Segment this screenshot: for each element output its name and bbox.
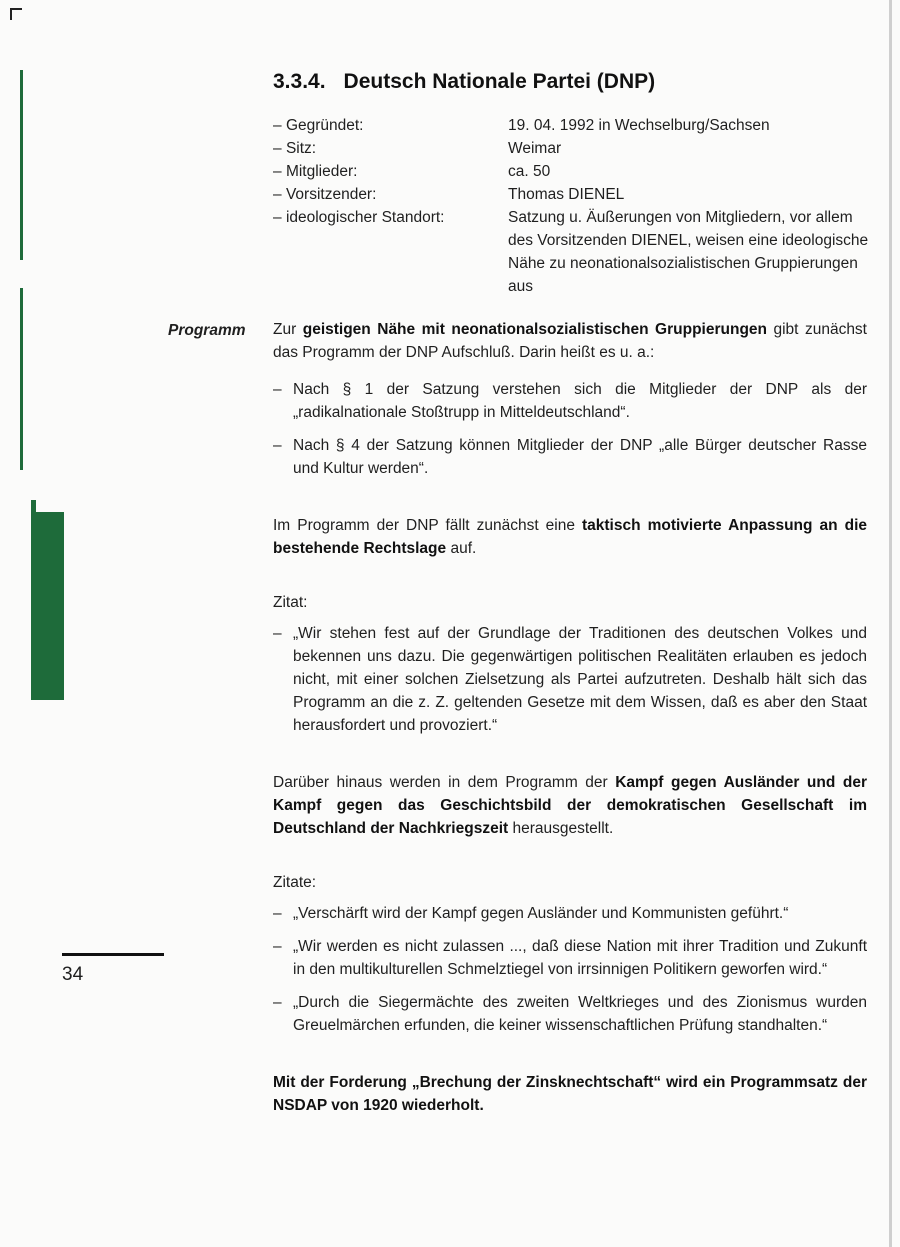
zitate-list xyxy=(273,902,867,1037)
fact-value: ca. 50 xyxy=(508,163,551,180)
section-heading xyxy=(273,70,655,94)
kampf-paragraph: Darüber hinaus werden in dem Programm der Kampf gegen Ausländer und der Kampf gegen das Geschichtsbild der demokratischen Gesellschaft im Deutschland der Nachkriegszeit herausgestellt. xyxy=(273,774,867,837)
zitate-label: Zitate: xyxy=(273,874,317,891)
page-number: 34 xyxy=(62,964,84,985)
fact-row xyxy=(273,137,873,160)
quote-item: – „Wir werden es nicht zulassen ..., daß diese Nation mit ihrer Tradition und Zukunft in den multikulturellen Schmelztiegel von irrsinnigen Politikern geworfen wird.“ xyxy=(273,935,867,981)
body-text xyxy=(273,318,867,1117)
fact-row xyxy=(273,183,873,206)
fact-label: – ideologischer Standort: xyxy=(273,209,445,226)
section-number: 3.3.4. xyxy=(273,70,326,93)
margin-label: Programm xyxy=(168,322,246,339)
fact-label: – Mitglieder: xyxy=(273,163,358,180)
fact-label: – Sitz: xyxy=(273,140,317,157)
list-item: – Nach § 1 der Satzung verstehen sich die Mitglieder der DNP als der „radikalnationale Stoßtrupp in Mitteldeutschland“. xyxy=(273,378,867,424)
fact-row xyxy=(273,160,873,183)
margin-marker xyxy=(36,512,64,700)
fact-label: – Gegründet: xyxy=(273,117,364,134)
fact-value: Thomas DIENEL xyxy=(508,186,625,203)
crop-mark xyxy=(10,8,12,20)
fact-value: Weimar xyxy=(508,140,562,157)
margin-marker xyxy=(20,288,23,470)
conclusion-paragraph: Mit der Forderung „Brechung der Zinsknechtschaft“ wird ein Programmsatz der NSDAP von 1920 wiederholt. xyxy=(273,1074,867,1114)
quote-item: – „Wir stehen fest auf der Grundlage der Traditionen des deutschen Volkes und bekennen uns dazu. Die gegenwärtigen politischen Realitäten erlauben es jedoch nicht, mit einer solchen Zielsetzung als Partei aufzutreten. Deshalb hält sich das Programm an die z. Z. geltenden Gesetze mit dem Wissen, daß es aber den Staat herausfordert und provoziert.“ xyxy=(273,622,867,737)
fact-row xyxy=(273,114,873,137)
list-item: – Nach § 4 der Satzung können Mitglieder der DNP „alle Bürger deutscher Rasse und Kultur werden“. xyxy=(273,434,867,480)
anpassung-paragraph: Im Programm der DNP fällt zunächst eine taktisch motivierte Anpassung an die bestehende Rechtslage auf. xyxy=(273,517,868,557)
party-facts xyxy=(273,114,873,298)
fact-value: Satzung u. Äußerungen von Mitgliedern, vor allem des Vorsitzenden DIENEL, weisen eine ideologische Nähe zu neonationalsozialistischen Gruppierungen aus xyxy=(508,209,869,295)
fact-label: – Vorsitzender: xyxy=(273,186,377,203)
satzung-list xyxy=(273,378,867,480)
fact-value: 19. 04. 1992 in Wechselburg/Sachsen xyxy=(508,117,770,134)
margin-marker xyxy=(20,70,23,260)
fact-row xyxy=(273,206,873,298)
quote-item: – „Durch die Siegermächte des zweiten Weltkrieges und des Zionismus wurden Greuelmärchen erfunden, die keiner wissenschaftlichen Prüfung standhalten.“ xyxy=(273,991,867,1037)
intro-paragraph: Zur geistigen Nähe mit neonationalsozialistischen Gruppierungen gibt zunächst das Programm der DNP Aufschluß. Darin heißt es u. a.: xyxy=(273,321,867,361)
section-title: Deutsch Nationale Partei (DNP) xyxy=(343,70,656,93)
footer-rule xyxy=(62,953,164,956)
zitat-label: Zitat: xyxy=(273,594,308,611)
zitat-list xyxy=(273,622,867,737)
page-edge xyxy=(889,0,892,1247)
quote-item: – „Verschärft wird der Kampf gegen Ausländer und Kommunisten geführt.“ xyxy=(273,902,867,925)
